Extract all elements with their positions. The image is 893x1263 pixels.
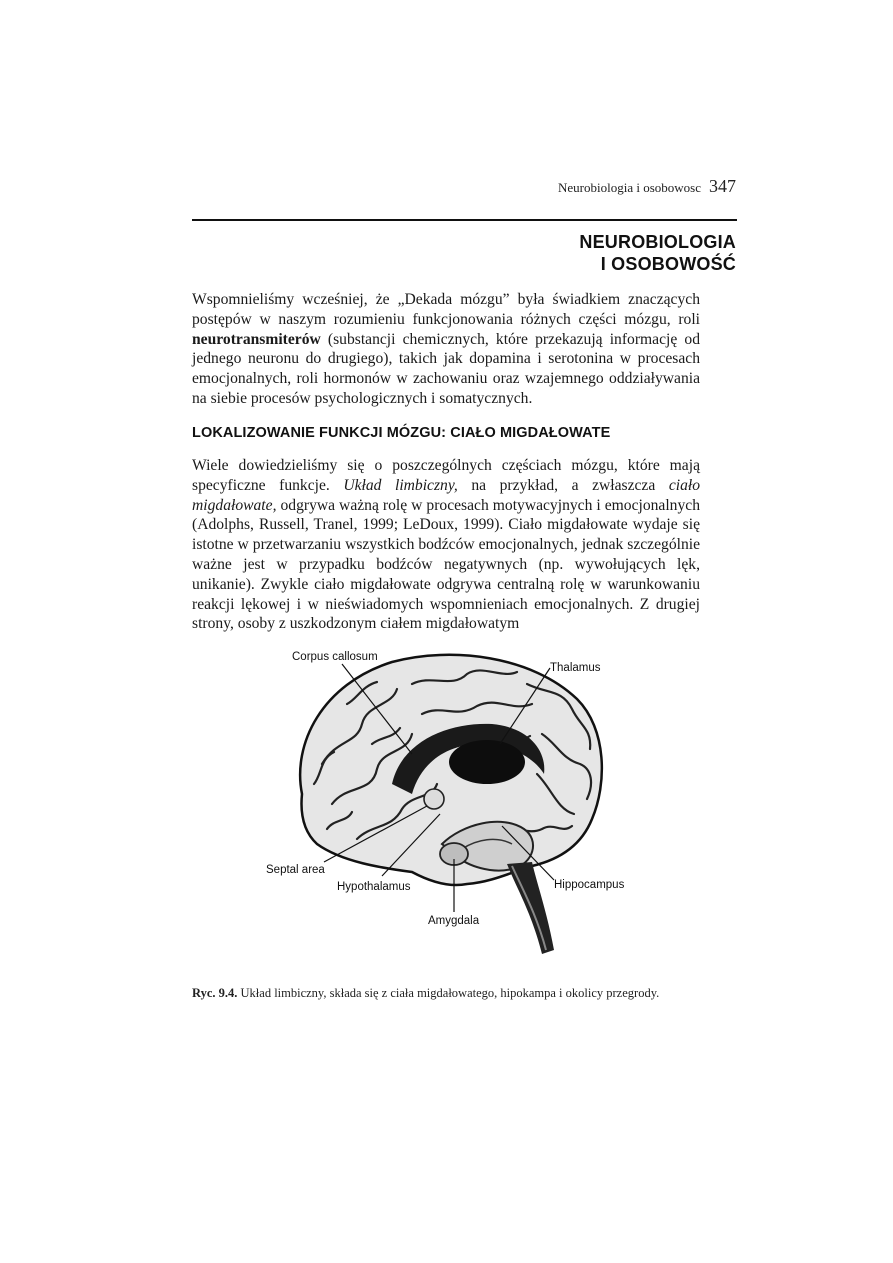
section-title [579,231,736,275]
brain-figure [262,644,642,964]
p1-text-a: Wspomnieliśmy wcześniej, że „Dekada mózgu” była świadkiem znaczących postępów w naszym rozumieniu funkcjonowania różnych części mózgu, roli [192,291,700,328]
label-amygdala: Amygdala [428,915,480,927]
p2-text-a: Wiele dowiedzieliśmy się o poszczególnych częściach mózgu, które mają specyficzne funkcje. [192,457,700,494]
paragraph-amygdala [192,456,700,634]
page-number: 347 [709,176,736,196]
subheading: LOKALIZOWANIE FUNKCJI MÓZGU: CIAŁO MIGDAŁOWATE [192,425,611,441]
limbic-system-diagram [262,644,642,964]
label-hypothalamus: Hypothalamus [337,881,411,893]
p1-bold-term: neurotransmiterów [192,330,321,348]
figure-caption [192,985,700,1002]
caption-label: Ryc. 9.4. [192,986,238,1000]
running-head-title: Neurobiologia i osobowosc [558,180,701,195]
thalamus-shape [449,740,525,784]
p1-text-b: (substancji chemicznych, które przekazują informację od jednego neuronu do drugiego), takich jak dopamina i serotonina w procesach emocjonalnych, roli hormonów w zachowaniu oraz wzajemnego oddziaływania na siebie procesów psychologicznych i somatycznych. [192,330,700,407]
label-hippocampus: Hippocampus [554,879,625,891]
caption-text: Układ limbiczny, składa się z ciała migdałowatego, hipokampa i okolicy przegrody. [237,986,660,1000]
p2-text-c: odgrywa ważną rolę w procesach motywacyjnych i emocjonalnych (Adolphs, Russell, Tranel, 1999; LeDoux, 1999). Ciało migdałowate wydaje się istotne w przetwarzaniu wszystkich bodźców emocjonalnych, jednak szczególnie ważne jest w przypadku bodźców negatywnych (np. wywołujących lęk, unikanie). Zwykle ciało migdałowate odgrywa centralną rolę w warunkowaniu reakcji lękowej i w nieświadomych wspomnieniach emocjonalnych. Z drugiej strony, osoby z uszkodzonym ciałem migdałowatym [192,496,700,633]
p2-italic-amygdala: ciało migdałowate, [192,476,701,514]
label-thalamus: Thalamus [550,662,601,674]
label-septal-area: Septal area [266,864,325,876]
p2-italic-limbic: Układ limbiczny, [343,476,458,494]
header-rule [192,219,737,221]
label-corpus-callosum: Corpus callosum [292,651,378,663]
running-head [558,176,736,197]
paragraph-intro [192,290,700,409]
section-title-line1: NEUROBIOLOGIA [579,232,736,252]
p2-text-b: na przykład, a zwłaszcza [457,476,669,494]
section-title-line2: I OSOBOWOŚĆ [600,254,736,274]
